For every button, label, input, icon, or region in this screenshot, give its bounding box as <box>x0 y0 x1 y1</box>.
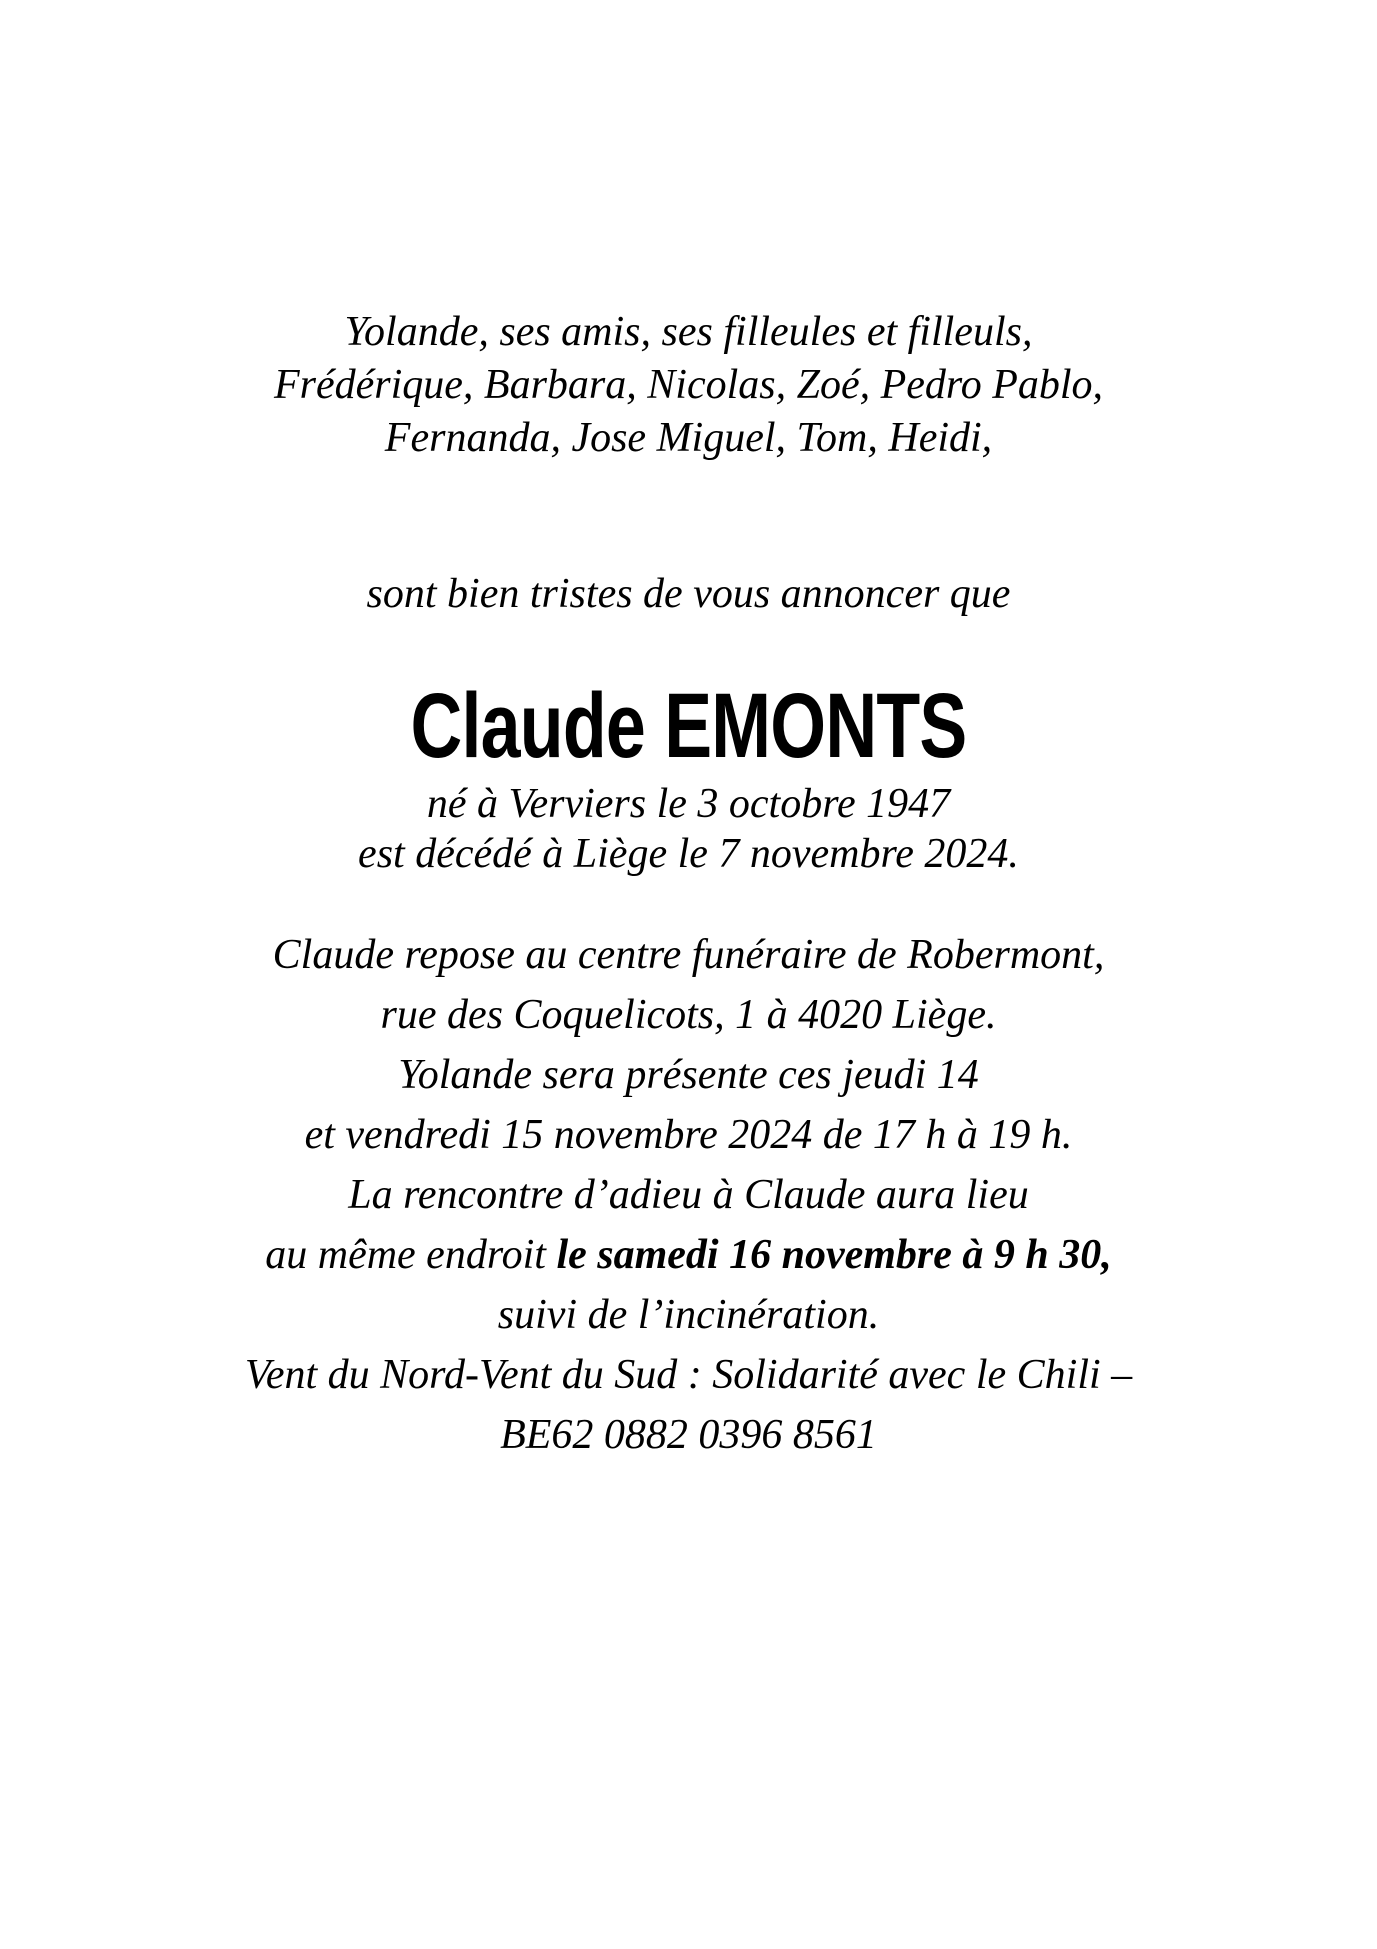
birth-line: né à Verviers le 3 octobre 1947 <box>426 781 951 827</box>
birth-death-block <box>0 779 1377 879</box>
ceremony-highlight: le samedi 16 novembre à 9 h 30, <box>556 1232 1112 1278</box>
deceased-name: Claude EMONTS <box>410 675 967 777</box>
family-line: Fernanda, Jose Miguel, Tom, Heidi, <box>384 415 993 461</box>
presence-line: Yolande sera présente ces jeudi 14 <box>398 1052 979 1098</box>
charity-line: Vent du Nord-Vent du Sud : Solidarité avec le Chili – <box>244 1352 1133 1398</box>
death-line: est décédé à Liège le 7 novembre 2024. <box>358 831 1019 877</box>
bank-account-line: BE62 0882 0396 8561 <box>500 1412 877 1458</box>
address-line: rue des Coquelicots, 1 à 4020 Liège. <box>380 992 997 1038</box>
farewell-line: La rencontre d’adieu à Claude aura lieu <box>348 1172 1029 1218</box>
ceremony-line <box>0 1225 1377 1285</box>
cremation-line: suivi de l’incinération. <box>497 1292 880 1338</box>
funeral-details-block <box>0 925 1377 1465</box>
intro-line: sont bien tristes de vous annoncer que <box>366 571 1011 617</box>
family-names-block <box>0 0 1377 465</box>
ceremony-prefix: au même endroit <box>265 1232 557 1278</box>
family-line: Frédérique, Barbara, Nicolas, Zoé, Pedro Pablo, <box>273 362 1104 408</box>
family-line: Yolande, ses amis, ses filleules et filleuls, <box>344 309 1033 355</box>
repose-line: Claude repose au centre funéraire de Robermont, <box>272 932 1105 978</box>
presence-time-line: et vendredi 15 novembre 2024 de 17 h à 19 h. <box>304 1112 1073 1158</box>
